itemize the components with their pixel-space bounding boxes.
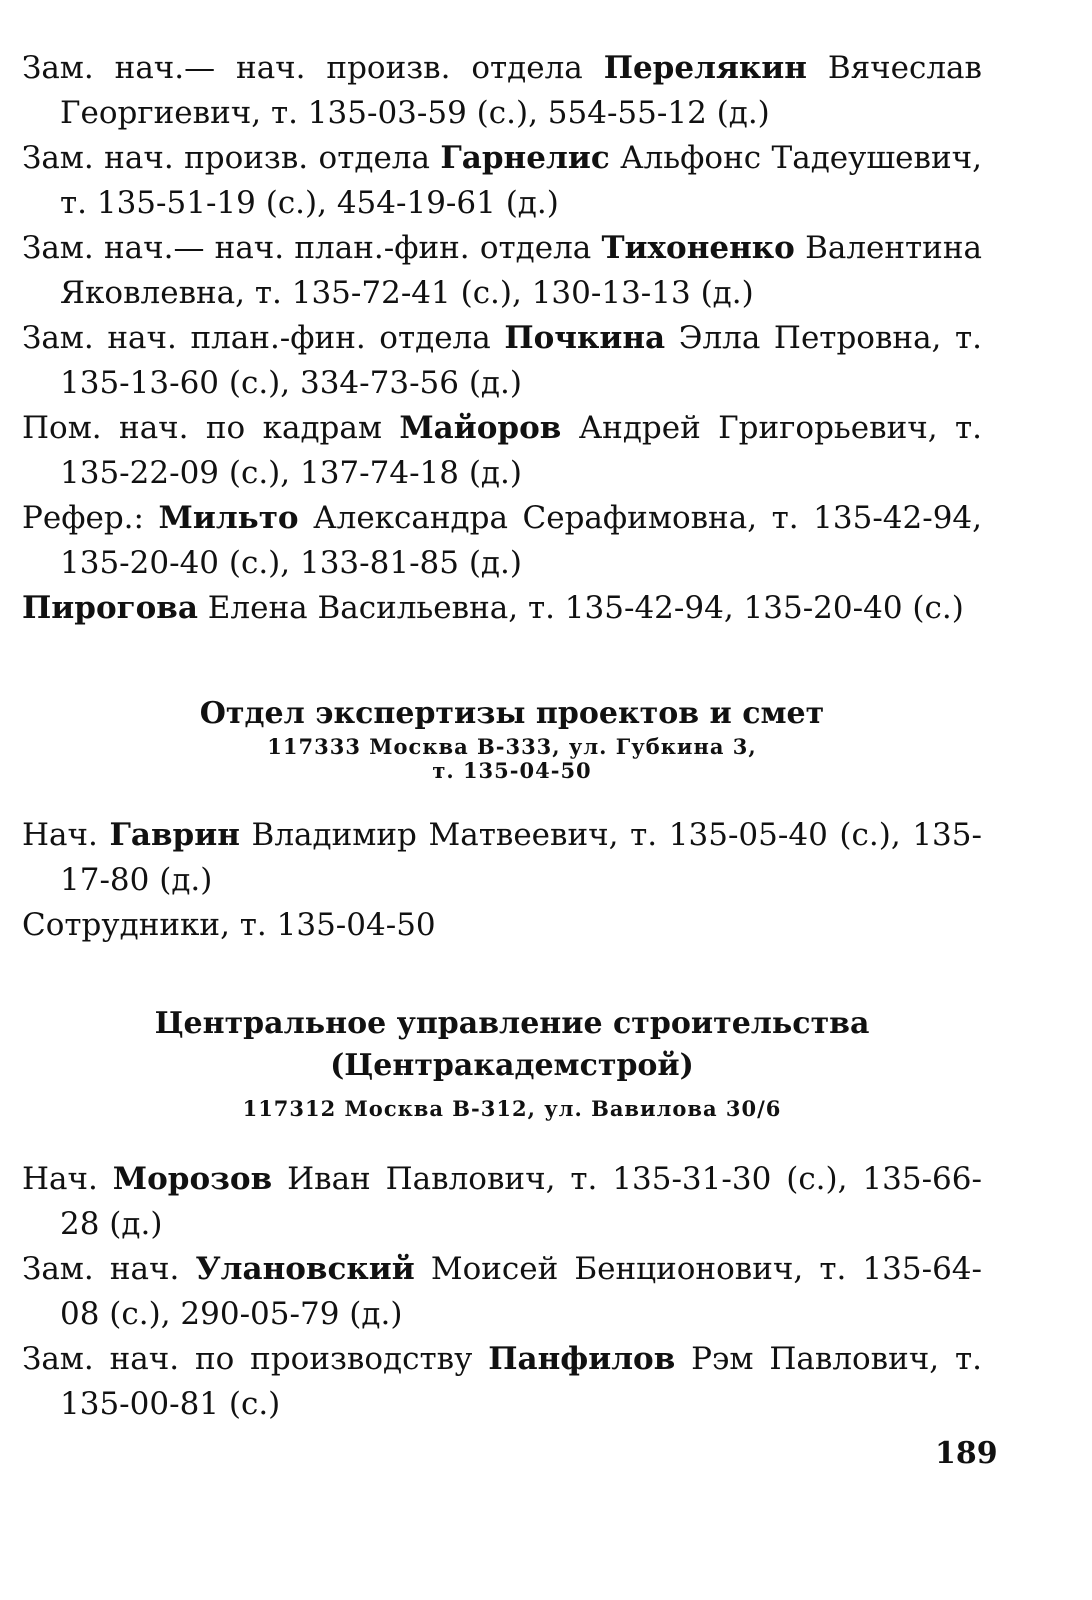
directory-entry: Пом. нач. по кадрам Майоров Андрей Григорьевич, т. 135-22-09 (с.), 137-74-18 (д.) xyxy=(22,410,982,491)
person-surname: Гаврин xyxy=(109,817,240,853)
directory-entry: Зам. нач.— нач. произв. отдела Перелякин Вячеслав Георгиевич, т. 135-03-59 (с.), 554-55-12 (д.) xyxy=(22,50,982,131)
person-surname: Пирогова xyxy=(22,590,198,626)
directory-entry: Зам. нач.— нач. план.-фин. отдела Тихоненко Валентина Яковлевна, т. 135-72-41 (с.), 130-13-13 (д.) xyxy=(22,230,982,311)
directory-entry: Сотрудники, т. 135-04-50 xyxy=(22,907,436,943)
directory-entry: Пирогова Елена Васильевна, т. 135-42-94, 135-20-40 (с.) xyxy=(22,590,964,626)
person-surname: Морозов xyxy=(112,1161,273,1197)
section-phone: т. 135-04-50 xyxy=(432,758,592,783)
directory-entry: Зам. нач. Улановский Моисей Бенционович, т. 135-64-08 (с.), 290-05-79 (д.) xyxy=(22,1251,982,1332)
person-surname: Тихоненко xyxy=(601,230,795,266)
directory-entry: Рефер.: Мильто Александра Серафимовна, т. 135-42-94, 135-20-40 (с.), 133-81-85 (д.) xyxy=(22,500,983,581)
person-surname: Мильто xyxy=(158,500,299,536)
section-title: Отдел экспертизы проектов и смет xyxy=(199,696,825,731)
section-subtitle: (Центракадемстрой) xyxy=(330,1048,694,1083)
directory-page xyxy=(22,46,982,1427)
person-surname: Перелякин xyxy=(603,50,807,86)
directory-entry: Зам. нач. произв. отдела Гарнелис Альфонс Тадеушевич, т. 135-51-19 (с.), 454-19-61 (д.) xyxy=(22,140,982,221)
person-surname: Гарнелис xyxy=(440,140,610,176)
person-surname: Майоров xyxy=(399,410,562,446)
page-number: 189 xyxy=(935,1436,998,1471)
section-address: 117333 Москва В-333, ул. Губкина 3, xyxy=(267,734,757,759)
directory-entry: Зам. нач. по производству Панфилов Рэм Павлович, т. 135-00-81 (с.) xyxy=(22,1341,983,1422)
section-title: Центральное управление строительства xyxy=(154,1006,870,1041)
person-surname: Почкина xyxy=(504,320,666,356)
directory-entry: Нач. Морозов Иван Павлович, т. 135-31-30 (с.), 135-66-28 (д.) xyxy=(22,1161,982,1242)
directory-entry: Нач. Гаврин Владимир Матвеевич, т. 135-05-40 (с.), 135-17-80 (д.) xyxy=(22,817,982,898)
section-address: 117312 Москва В-312, ул. Вавилова 30/6 xyxy=(242,1096,782,1121)
person-surname: Панфилов xyxy=(488,1341,676,1377)
directory-entry: Зам. нач. план.-фин. отдела Почкина Элла Петровна, т. 135-13-60 (с.), 334-73-56 (д.) xyxy=(22,320,982,401)
person-surname: Улановский xyxy=(195,1251,415,1287)
